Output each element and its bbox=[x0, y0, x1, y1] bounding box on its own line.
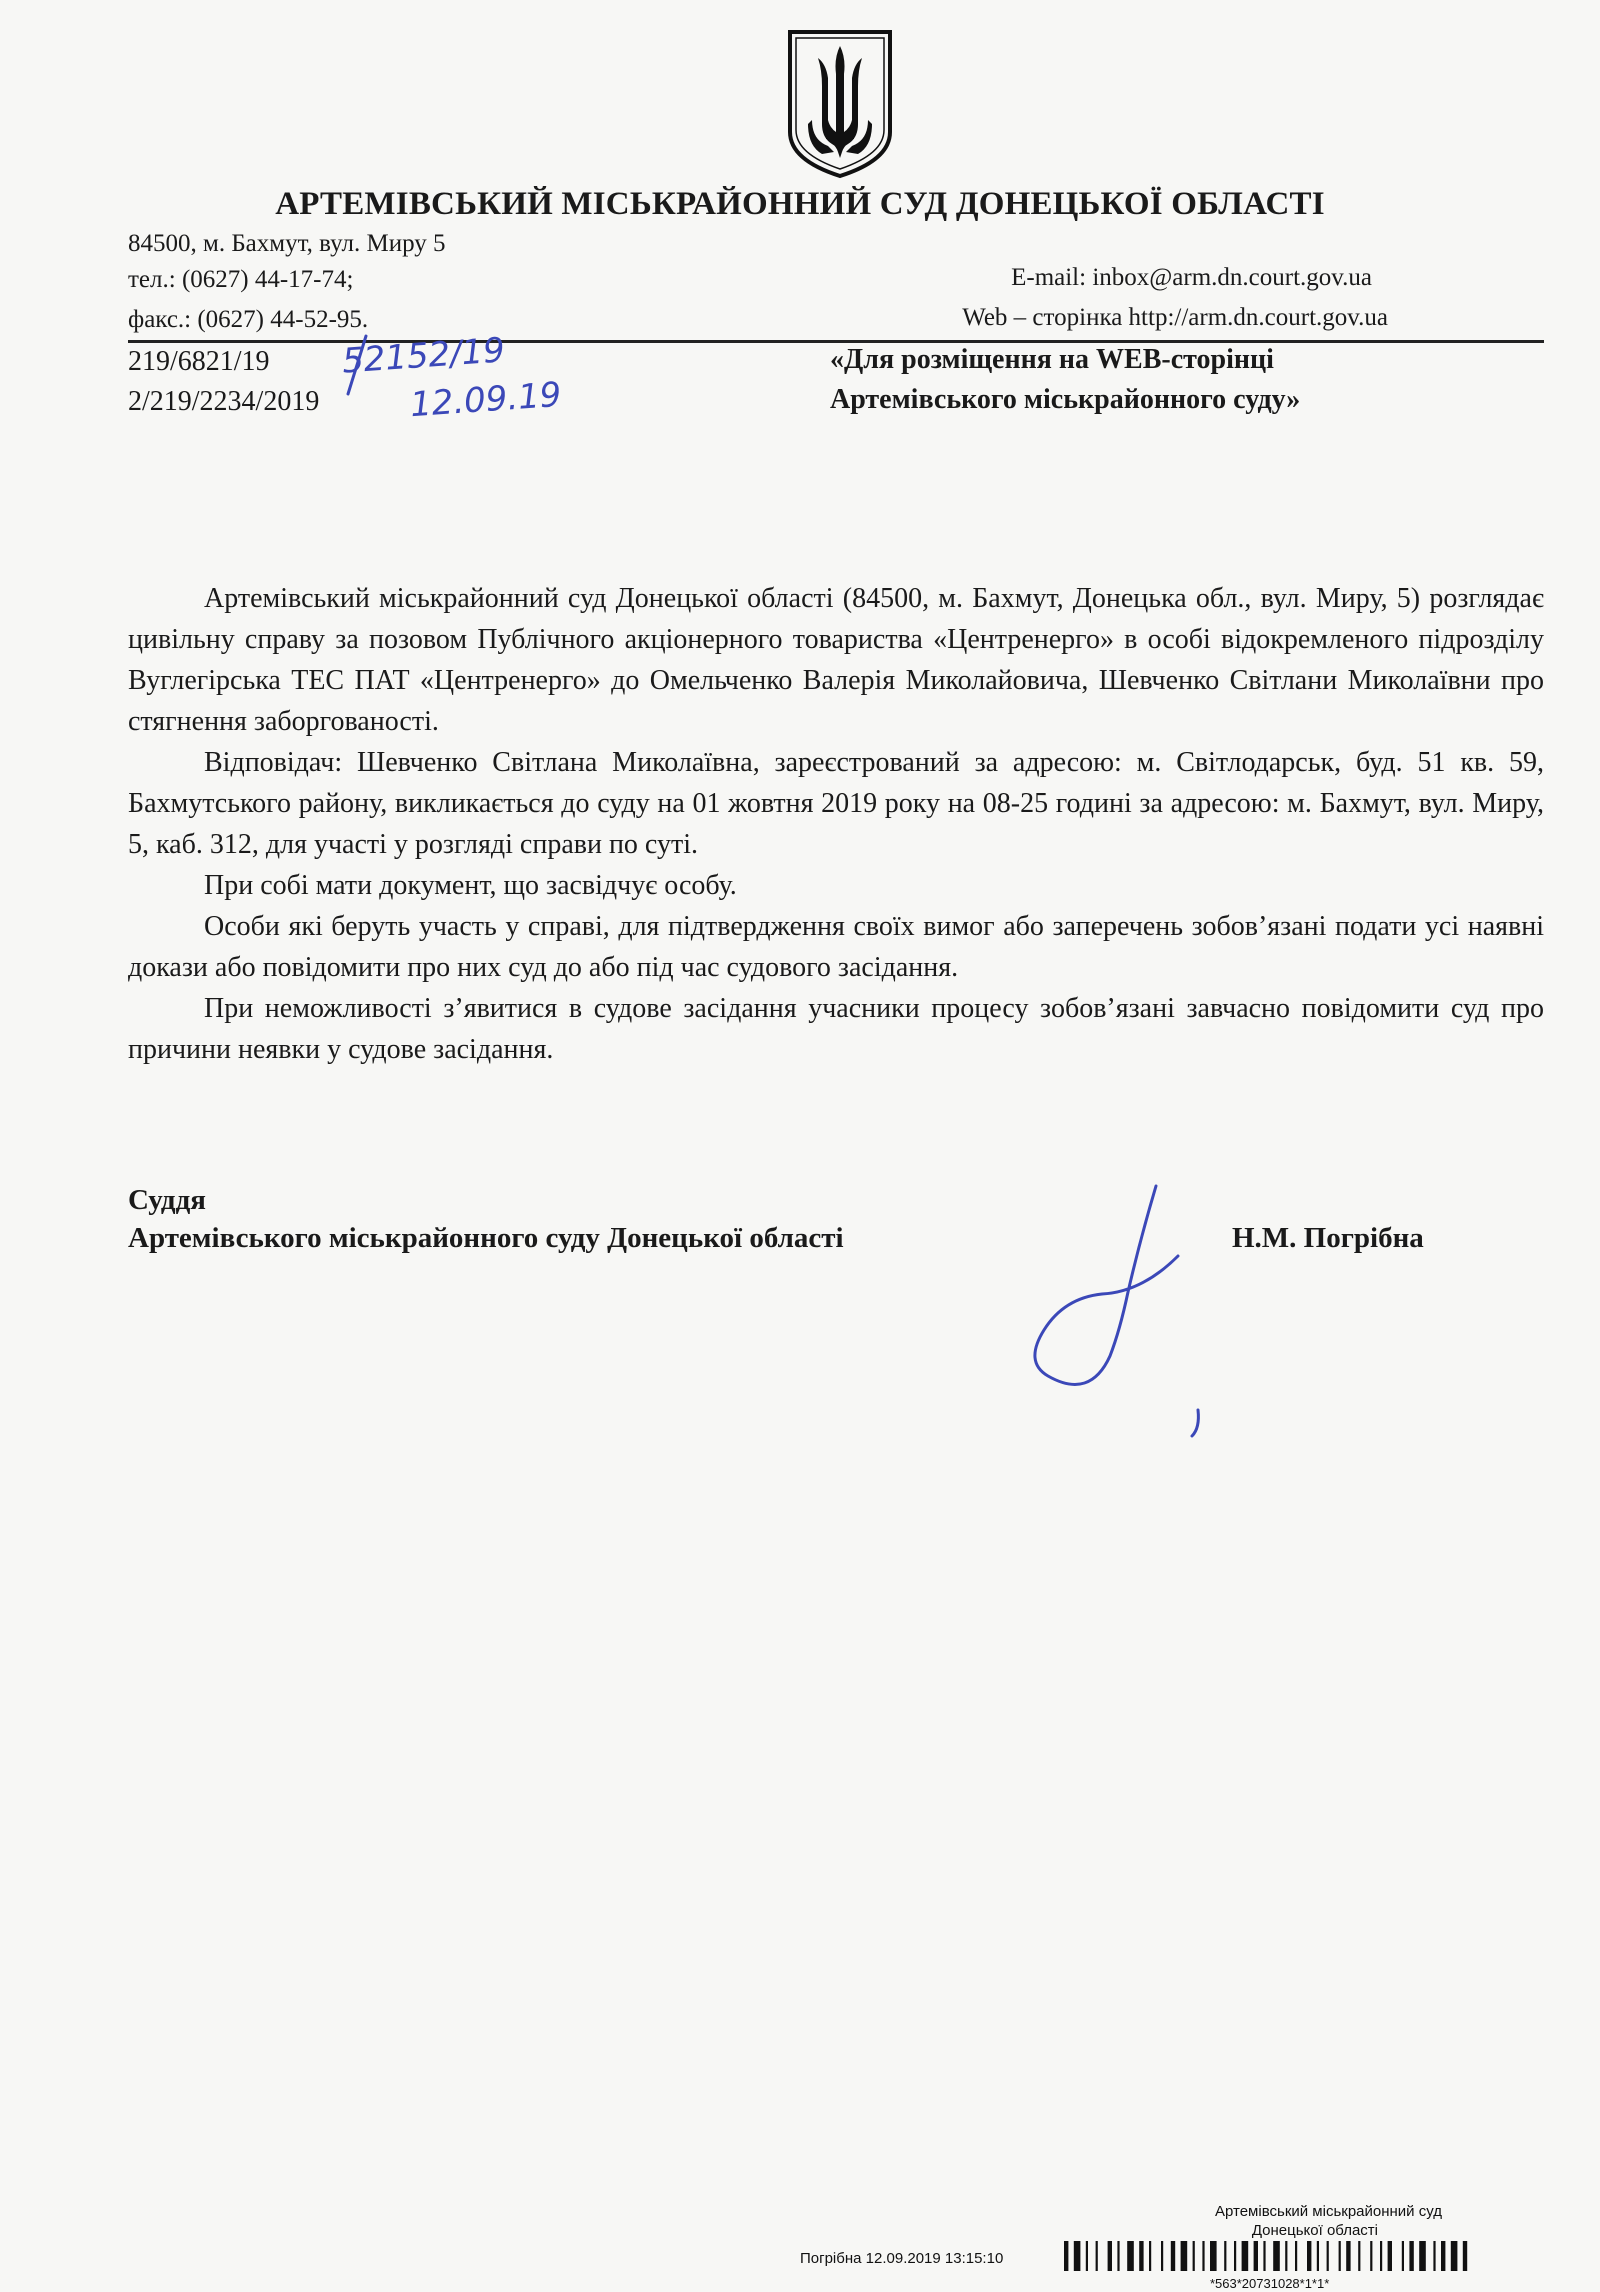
proceeding-number: 2/219/2234/2019 bbox=[128, 386, 320, 417]
body-paragraph: Артемівський міськрайонний суд Донецької області (84500, м. Бахмут, Донецька обл., вул. Миру, 5) розглядає цивільну справу за позовом Публічного акціонерного товариства «Центренерго» в особі відокремленого підрозділу Вуглегірська ТЕС ПАТ «Центренерго» до Омельченко Валерія Миколайовича, Шевченко Світлани Миколаївни про стягнення заборгованості. bbox=[128, 583, 1544, 737]
handwritten-outgoing-number: 52152/19 bbox=[340, 330, 507, 382]
judge-signature bbox=[1010, 1180, 1210, 1440]
case-number: 219/6821/19 bbox=[128, 346, 270, 377]
notice-line-2: Артемівського міськрайонного суду» bbox=[830, 384, 1301, 415]
footer-stamp-line-1: Артемівський міськрайонний суд bbox=[1215, 2203, 1442, 2220]
footer-stamp-line-2: Донецької області bbox=[1251, 2222, 1378, 2239]
body-paragraph: При собі мати документ, що засвідчує особу. bbox=[204, 870, 737, 901]
court-phone: тел.: (0627) 44-17-74; bbox=[128, 266, 354, 293]
judge-name: Н.М. Погрібна bbox=[1232, 1222, 1424, 1254]
barcode-text: *563*20731028*1*1* bbox=[1210, 2276, 1330, 2291]
court-email: E-mail: inbox@arm.dn.court.gov.ua bbox=[1011, 264, 1372, 291]
footer-timestamp: Погрібна 12.09.2019 13:15:10 bbox=[800, 2250, 1004, 2267]
court-address: 84500, м. Бахмут, вул. Миру 5 bbox=[128, 230, 446, 257]
court-name-heading: АРТЕМІВСЬКИЙ МІСЬКРАЙОННИЙ СУД ДОНЕЦЬКОЇ ОБЛАСТІ bbox=[275, 186, 1325, 222]
body-paragraph: Відповідач: Шевченко Світлана Миколаївна, зареєстрований за адресою: м. Світлодарськ, буд. 51 кв. 59, Бахмутського району, викликається до суду на 01 жовтня 2019 року на 08-25 годині за адресою: м. Бахмут, вул. Миру, 5, каб. 312, для участі у розгляді справи по суті. bbox=[128, 747, 1544, 860]
barcode-image bbox=[1064, 2241, 1542, 2279]
court-fax: факс.: (0627) 44-52-95. bbox=[128, 306, 369, 333]
body-paragraph: Особи які беруть участь у справі, для підтвердження своїх вимог або заперечень зобов’язані подати усі наявні докази або повідомити про них суд до або під час судового засідання. bbox=[128, 911, 1544, 983]
coat-of-arms-emblem bbox=[782, 28, 898, 180]
signature-title-line-1: Суддя bbox=[128, 1184, 206, 1216]
notice-line-1: «Для розміщення на WEB-сторінці bbox=[830, 344, 1274, 375]
handwritten-outgoing-date: 12.09.19 bbox=[408, 374, 563, 426]
signature-title-line-2: Артемівського міськрайонного суду Донецької області bbox=[128, 1222, 844, 1254]
body-paragraph: При неможливості з’явитися в судове засідання учасники процесу зобов’язані завчасно повідомити суд про причини неявки у судове засідання. bbox=[128, 993, 1544, 1065]
document-body bbox=[128, 578, 1544, 1070]
court-website: Web – сторінка http://arm.dn.court.gov.ua bbox=[962, 304, 1388, 331]
